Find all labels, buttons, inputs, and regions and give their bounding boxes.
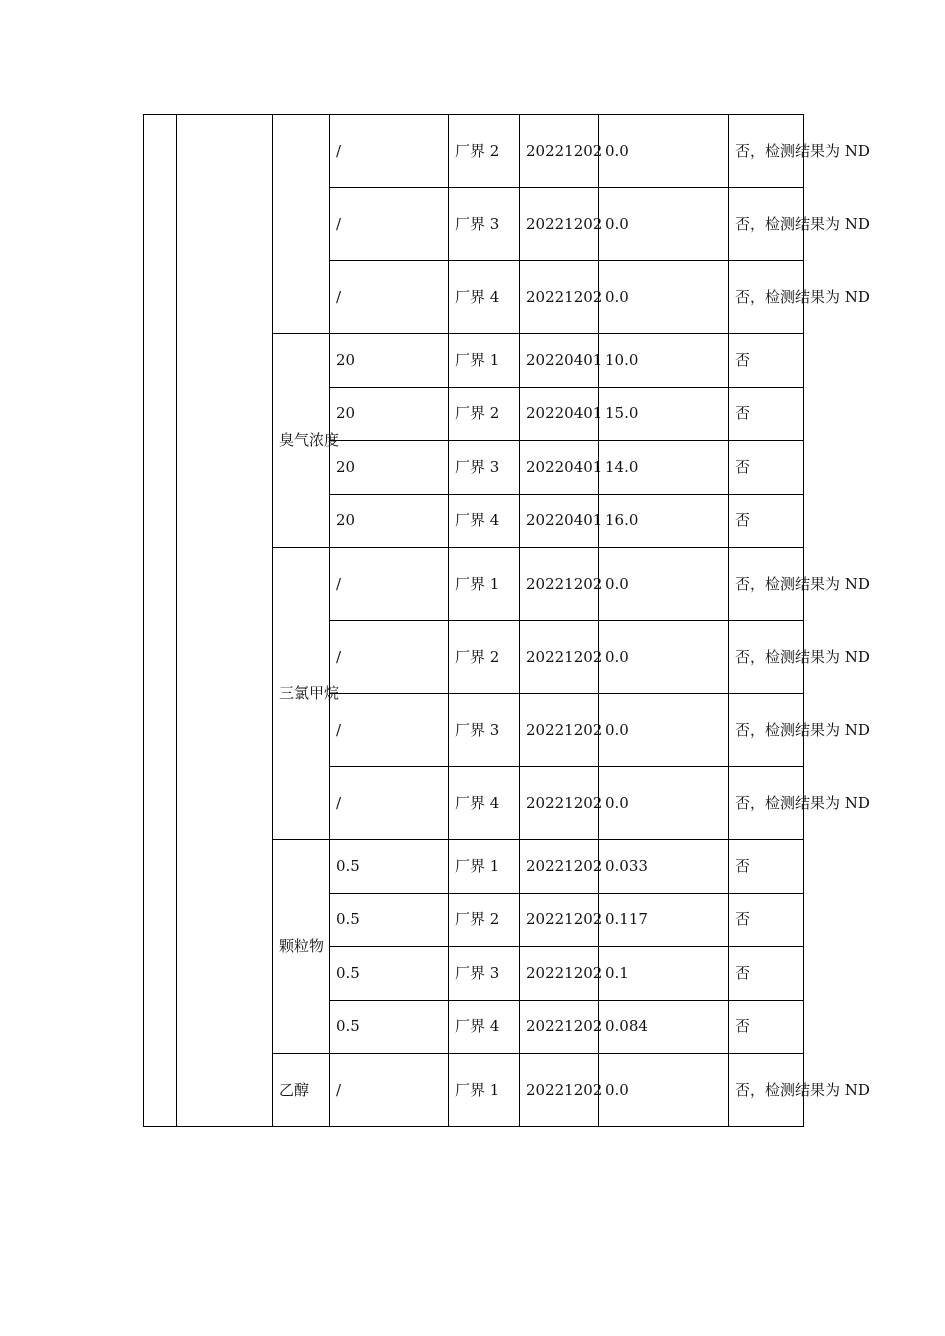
date-cell: 20221202 [520, 840, 599, 894]
limit-cell: / [330, 1054, 449, 1127]
date-cell: 20220401 [520, 494, 599, 548]
value-cell: 0.0 [599, 188, 729, 261]
date-cell: 20220401 [520, 334, 599, 388]
limit-cell: 0.5 [330, 947, 449, 1001]
date-cell: 20220401 [520, 441, 599, 495]
pollutant-cell: 臭气浓度 [273, 334, 330, 548]
limit-cell: / [330, 548, 449, 621]
limit-cell: / [330, 115, 449, 188]
monitoring-point-cell: 厂界 4 [449, 494, 520, 548]
value-cell: 0.0 [599, 621, 729, 694]
value-cell: 0.117 [599, 893, 729, 947]
pollutant-cell [273, 115, 330, 334]
table-body [144, 115, 870, 1127]
limit-cell: 20 [330, 441, 449, 495]
value-cell: 0.1 [599, 947, 729, 1001]
date-cell: 20221202 [520, 947, 599, 1001]
value-cell: 0.0 [599, 767, 729, 840]
date-cell: 20221202 [520, 893, 599, 947]
monitoring-point-cell: 厂界 3 [449, 694, 520, 767]
limit-cell: / [330, 767, 449, 840]
monitoring-point-cell: 厂界 4 [449, 767, 520, 840]
date-cell: 20221202 [520, 548, 599, 621]
limit-cell: / [330, 188, 449, 261]
limit-cell: 20 [330, 387, 449, 441]
exceed-cell: 否，检测结果为 ND [729, 621, 804, 694]
limit-cell: / [330, 694, 449, 767]
date-cell: 20221202 [520, 115, 599, 188]
value-cell: 0.0 [599, 694, 729, 767]
seq-cell [144, 115, 177, 1127]
value-cell: 0.033 [599, 840, 729, 894]
exceed-cell: 否 [729, 1000, 804, 1054]
value-cell: 0.084 [599, 1000, 729, 1054]
exceed-cell: 否，检测结果为 ND [729, 767, 804, 840]
limit-cell: 0.5 [330, 1000, 449, 1054]
monitoring-point-cell: 厂界 2 [449, 621, 520, 694]
exceed-cell: 否 [729, 334, 804, 388]
exceed-cell: 否，检测结果为 ND [729, 188, 804, 261]
value-cell: 0.0 [599, 261, 729, 334]
exceed-cell: 否，检测结果为 ND [729, 115, 804, 188]
date-cell: 20221202 [520, 621, 599, 694]
value-cell: 0.0 [599, 548, 729, 621]
exceed-cell: 否，检测结果为 ND [729, 694, 804, 767]
exceed-cell: 否 [729, 947, 804, 1001]
exceed-cell: 否 [729, 387, 804, 441]
value-cell: 16.0 [599, 494, 729, 548]
pollutant-cell: 颗粒物 [273, 840, 330, 1054]
date-cell: 20221202 [520, 188, 599, 261]
monitoring-point-cell: 厂界 1 [449, 334, 520, 388]
exceed-cell: 否 [729, 441, 804, 495]
exceed-cell: 否 [729, 840, 804, 894]
date-cell: 20221202 [520, 767, 599, 840]
pollutant-cell: 乙醇 [273, 1054, 330, 1127]
monitoring-point-cell: 厂界 3 [449, 947, 520, 1001]
value-cell: 10.0 [599, 334, 729, 388]
limit-cell: / [330, 621, 449, 694]
exceed-cell: 否 [729, 494, 804, 548]
monitoring-point-cell: 厂界 4 [449, 1000, 520, 1054]
limit-cell: / [330, 261, 449, 334]
date-cell: 20221202 [520, 1000, 599, 1054]
date-cell: 20221202 [520, 261, 599, 334]
pollutant-cell: 三氯甲烷 [273, 548, 330, 840]
exceed-cell: 否，检测结果为 ND [729, 1054, 804, 1127]
monitoring-point-cell: 厂界 1 [449, 840, 520, 894]
monitoring-point-cell: 厂界 2 [449, 893, 520, 947]
exceed-cell: 否，检测结果为 ND [729, 548, 804, 621]
value-cell: 0.0 [599, 115, 729, 188]
value-cell: 0.0 [599, 1054, 729, 1127]
monitoring-point-cell: 厂界 4 [449, 261, 520, 334]
limit-cell: 0.5 [330, 840, 449, 894]
exceed-cell: 否 [729, 893, 804, 947]
limit-cell: 20 [330, 334, 449, 388]
category-cell [177, 115, 273, 1127]
monitoring-point-cell: 厂界 2 [449, 115, 520, 188]
date-cell: 20221202 [520, 694, 599, 767]
monitoring-point-cell: 厂界 2 [449, 387, 520, 441]
limit-cell: 0.5 [330, 893, 449, 947]
monitoring-point-cell: 厂界 3 [449, 441, 520, 495]
monitoring-point-cell: 厂界 1 [449, 1054, 520, 1127]
monitoring-point-cell: 厂界 1 [449, 548, 520, 621]
table-row [144, 115, 804, 188]
value-cell: 14.0 [599, 441, 729, 495]
date-cell: 20220401 [520, 387, 599, 441]
limit-cell: 20 [330, 494, 449, 548]
exceed-cell: 否，检测结果为 ND [729, 261, 804, 334]
value-cell: 15.0 [599, 387, 729, 441]
monitoring-table [143, 114, 870, 1127]
date-cell: 20221202 [520, 1054, 599, 1127]
monitoring-point-cell: 厂界 3 [449, 188, 520, 261]
